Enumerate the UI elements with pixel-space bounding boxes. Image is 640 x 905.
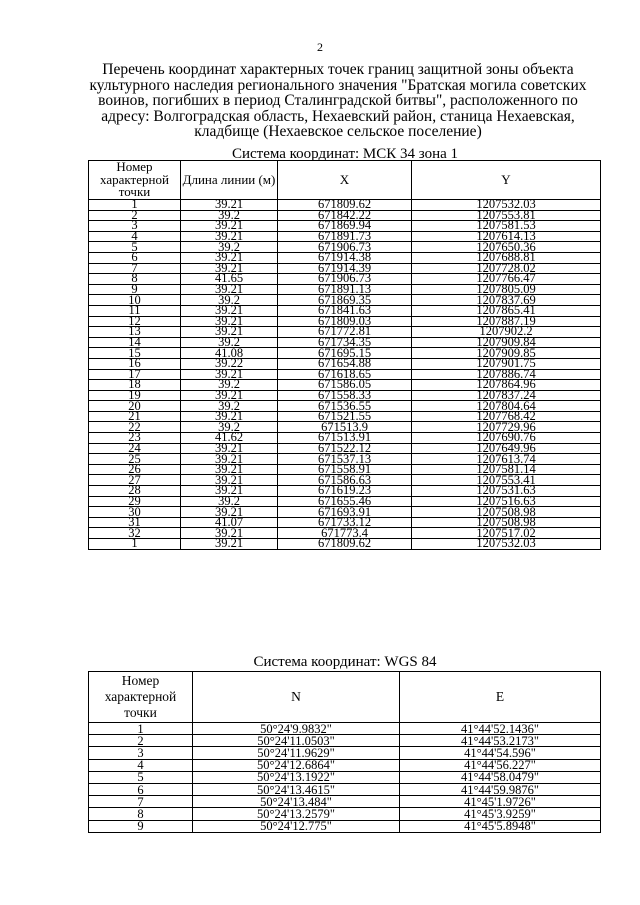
table-row [89,507,601,518]
msk-cell-length: 39.21 [181,507,278,518]
msk-cell-point: 23 [89,433,181,444]
msk-header-length: Длина линии (м) [181,161,278,200]
msk-cell-y: 1207553.81 [412,210,601,221]
wgs-header-point: Номер характерной точки [89,672,193,723]
wgs-cell-e: 41°44'53.2173" [400,735,601,747]
msk-cell-point: 29 [89,496,181,507]
msk-cell-length: 39.21 [181,411,278,422]
msk-cell-point: 22 [89,422,181,433]
msk-cell-point: 18 [89,380,181,391]
msk-cell-y: 1207909.85 [412,348,601,359]
msk-cell-y: 1207690.76 [412,433,601,444]
msk-cell-x: 671586.05 [278,380,412,391]
msk-cell-y: 1207516.63 [412,496,601,507]
msk-cell-x: 671521.55 [278,411,412,422]
title-line-5: кладбище (Нехаевское сельское поселение) [194,123,482,140]
msk-cell-length: 39.21 [181,486,278,497]
msk-cell-x: 671773.4 [278,528,412,539]
wgs-table-body [89,723,601,833]
msk-cell-y: 1207865.41 [412,305,601,316]
msk-cell-x: 671536.55 [278,401,412,412]
msk-header-x: X [278,161,412,200]
table-row [89,517,601,528]
msk-cell-length: 39.21 [181,454,278,465]
msk-cell-point: 21 [89,411,181,422]
document-title [85,62,591,140]
title-line-3: воинов, погибших в период Сталинградской битвы", расположенного по [98,92,578,109]
msk-cell-point: 11 [89,305,181,316]
msk-cell-y: 1207886.74 [412,369,601,380]
msk-coordinates-table [88,160,601,550]
msk-cell-length: 39.21 [181,464,278,475]
msk-cell-x: 671869.94 [278,221,412,232]
msk-cell-length: 39.21 [181,200,278,211]
msk-cell-y: 1207805.09 [412,284,601,295]
msk-cell-y: 1207837.69 [412,295,601,306]
msk-cell-x: 671906.73 [278,242,412,253]
msk-cell-x: 671693.91 [278,507,412,518]
msk-cell-x: 671809.62 [278,539,412,550]
msk-cell-x: 671842.22 [278,210,412,221]
msk-cell-length: 41.07 [181,517,278,528]
msk-cell-point: 20 [89,401,181,412]
msk-cell-length: 39.2 [181,295,278,306]
msk-cell-length: 39.21 [181,231,278,242]
msk-cell-length: 39.21 [181,390,278,401]
msk-cell-x: 671869.35 [278,295,412,306]
wgs-cell-e: 41°44'54.596" [400,747,601,759]
msk-cell-y: 1207532.03 [412,539,601,550]
table-row [89,443,601,454]
msk-cell-point: 24 [89,443,181,454]
wgs-cell-point: 3 [89,747,193,759]
msk-cell-y: 1207508.98 [412,517,601,528]
table-row [89,759,601,771]
msk-system-caption: Система координат: МСК 34 зона 1 [231,146,459,162]
title-line-1: Перечень координат характерных точек границ защитной зоны объекта [102,61,574,78]
msk-cell-length: 39.2 [181,337,278,348]
msk-cell-point: 32 [89,528,181,539]
msk-cell-point: 14 [89,337,181,348]
table-row [89,274,601,285]
msk-cell-length: 39.21 [181,221,278,232]
msk-cell-x: 671513.9 [278,422,412,433]
msk-cell-point: 17 [89,369,181,380]
msk-cell-length: 39.2 [181,401,278,412]
msk-header-row [89,161,601,200]
msk-cell-x: 671914.38 [278,252,412,263]
msk-cell-y: 1207729.96 [412,422,601,433]
msk-cell-y: 1207581.53 [412,221,601,232]
msk-cell-y: 1207766.47 [412,274,601,285]
table-row [89,422,601,433]
msk-cell-y: 1207901.75 [412,358,601,369]
title-line-4: адресу: Волгоградская область, Нехаевский район, станица Нехаевская, [101,107,575,125]
msk-cell-y: 1207614.13 [412,231,601,242]
msk-cell-length: 39.21 [181,252,278,263]
msk-cell-length: 39.21 [181,475,278,486]
msk-cell-point: 6 [89,252,181,263]
msk-cell-y: 1207768.42 [412,411,601,422]
wgs-cell-n: 50°24'11.0503" [193,735,400,747]
wgs-cell-point: 8 [89,808,193,820]
msk-cell-length: 39.2 [181,210,278,221]
table-row [89,771,601,783]
wgs-cell-point: 2 [89,735,193,747]
table-row [89,337,601,348]
msk-cell-point: 4 [89,231,181,242]
table-row [89,820,601,832]
msk-cell-length: 39.22 [181,358,278,369]
msk-cell-x: 671619.23 [278,486,412,497]
msk-cell-point: 5 [89,242,181,253]
msk-cell-length: 39.21 [181,284,278,295]
msk-cell-point: 19 [89,390,181,401]
wgs-cell-n: 50°24'12.6864" [193,759,400,771]
table-row [89,464,601,475]
table-row [89,316,601,327]
table-row [89,348,601,359]
table-row [89,486,601,497]
msk-cell-x: 671809.62 [278,200,412,211]
wgs-cell-e: 41°45'5.8948" [400,820,601,832]
msk-cell-y: 1207613.74 [412,454,601,465]
table-row [89,796,601,808]
table-row [89,231,601,242]
msk-cell-point: 2 [89,210,181,221]
msk-header-y: Y [412,161,601,200]
table-row [89,369,601,380]
msk-cell-y: 1207532.03 [412,200,601,211]
msk-cell-length: 39.21 [181,369,278,380]
wgs-header-n: N [193,672,400,723]
table-row [89,808,601,820]
msk-cell-y: 1207649.96 [412,443,601,454]
page-number: 2 [317,40,323,54]
wgs-cell-point: 6 [89,783,193,795]
msk-cell-point: 27 [89,475,181,486]
wgs-cell-point: 4 [89,759,193,771]
wgs-cell-e: 41°44'56.227" [400,759,601,771]
msk-cell-point: 16 [89,358,181,369]
msk-cell-x: 671654.88 [278,358,412,369]
wgs-cell-n: 50°24'13.1922" [193,771,400,783]
wgs-coordinates-table [88,671,601,833]
msk-cell-x: 671841.63 [278,305,412,316]
msk-cell-y: 1207864.96 [412,380,601,391]
msk-cell-y: 1207517.02 [412,528,601,539]
msk-cell-length: 39.21 [181,528,278,539]
table-row [89,735,601,747]
wgs-cell-e: 41°44'52.1436" [400,723,601,735]
msk-cell-y: 1207728.02 [412,263,601,274]
table-row [89,242,601,253]
msk-cell-y: 1207837.24 [412,390,601,401]
msk-cell-x: 671809.03 [278,316,412,327]
wgs-cell-e: 41°44'59.9876" [400,783,601,795]
msk-cell-x: 671891.13 [278,284,412,295]
msk-cell-x: 671891.73 [278,231,412,242]
table-row [89,200,601,211]
msk-cell-point: 8 [89,274,181,285]
msk-cell-x: 671537.13 [278,454,412,465]
msk-cell-length: 39.2 [181,496,278,507]
msk-cell-length: 39.21 [181,316,278,327]
msk-cell-length: 41.65 [181,274,278,285]
msk-cell-y: 1207508.98 [412,507,601,518]
msk-cell-x: 671618.65 [278,369,412,380]
table-row [89,305,601,316]
wgs-cell-n: 50°24'9.9832" [193,723,400,735]
wgs-header-e: E [400,672,601,723]
msk-cell-x: 671772.81 [278,327,412,338]
table-row [89,221,601,232]
msk-cell-point: 26 [89,464,181,475]
table-row [89,380,601,391]
table-row [89,401,601,412]
table-row [89,539,601,550]
table-row [89,295,601,306]
msk-cell-x: 671695.15 [278,348,412,359]
msk-cell-point: 1 [89,200,181,211]
wgs-cell-n: 50°24'13.2579" [193,808,400,820]
wgs-cell-e: 41°45'1.9726" [400,796,601,808]
msk-table-body [89,200,601,550]
msk-cell-length: 39.21 [181,443,278,454]
wgs-header-row [89,672,601,723]
msk-cell-length: 39.2 [181,422,278,433]
msk-cell-x: 671522.12 [278,443,412,454]
wgs-cell-n: 50°24'13.484" [193,796,400,808]
table-row [89,723,601,735]
msk-cell-y: 1207688.81 [412,252,601,263]
msk-cell-length: 39.21 [181,263,278,274]
msk-cell-x: 671558.91 [278,464,412,475]
msk-cell-point: 31 [89,517,181,528]
table-row [89,327,601,338]
msk-cell-length: 39.2 [181,380,278,391]
msk-cell-point: 7 [89,263,181,274]
msk-cell-point: 1 [89,539,181,550]
msk-cell-y: 1207909.84 [412,337,601,348]
wgs-cell-point: 7 [89,796,193,808]
table-row [89,454,601,465]
wgs-cell-e: 41°44'58.0479" [400,771,601,783]
table-row [89,411,601,422]
table-row [89,252,601,263]
msk-cell-length: 39.21 [181,327,278,338]
wgs-cell-point: 5 [89,771,193,783]
msk-cell-y: 1207804.64 [412,401,601,412]
wgs-cell-n: 50°24'12.775" [193,820,400,832]
table-row [89,263,601,274]
msk-cell-point: 9 [89,284,181,295]
table-row [89,433,601,444]
wgs-cell-n: 50°24'11.9629" [193,747,400,759]
wgs-cell-n: 50°24'13.4615" [193,783,400,795]
msk-cell-length: 39.21 [181,539,278,550]
msk-cell-x: 671914.39 [278,263,412,274]
msk-cell-x: 671906.73 [278,274,412,285]
wgs-system-caption: Система координат: WGS 84 [253,654,437,670]
msk-cell-point: 15 [89,348,181,359]
table-row [89,747,601,759]
msk-cell-y: 1207531.63 [412,486,601,497]
table-row [89,284,601,295]
table-row [89,528,601,539]
msk-cell-y: 1207553.41 [412,475,601,486]
wgs-cell-point: 1 [89,723,193,735]
msk-cell-x: 671558.33 [278,390,412,401]
msk-cell-point: 10 [89,295,181,306]
msk-cell-length: 41.08 [181,348,278,359]
msk-header-point: Номер характерной точки [89,161,181,200]
msk-cell-x: 671513.91 [278,433,412,444]
msk-cell-length: 39.21 [181,305,278,316]
title-line-2: культурного наследия регионального значения "Братская могила советских [89,76,587,94]
table-row [89,475,601,486]
table-row [89,210,601,221]
wgs-cell-point: 9 [89,820,193,832]
msk-cell-y: 1207902.2 [412,327,601,338]
msk-cell-point: 30 [89,507,181,518]
msk-cell-y: 1207887.19 [412,316,601,327]
msk-cell-point: 3 [89,221,181,232]
table-row [89,783,601,795]
msk-cell-point: 13 [89,327,181,338]
table-row [89,390,601,401]
msk-cell-x: 671734.35 [278,337,412,348]
msk-cell-point: 25 [89,454,181,465]
msk-cell-x: 671655.46 [278,496,412,507]
msk-cell-length: 41.62 [181,433,278,444]
msk-cell-y: 1207650.36 [412,242,601,253]
table-row [89,358,601,369]
msk-cell-length: 39.2 [181,242,278,253]
table-row [89,496,601,507]
msk-cell-point: 12 [89,316,181,327]
wgs-cell-e: 41°45'3.9259" [400,808,601,820]
msk-cell-point: 28 [89,486,181,497]
msk-cell-x: 671733.12 [278,517,412,528]
msk-cell-y: 1207581.14 [412,464,601,475]
msk-cell-x: 671586.63 [278,475,412,486]
